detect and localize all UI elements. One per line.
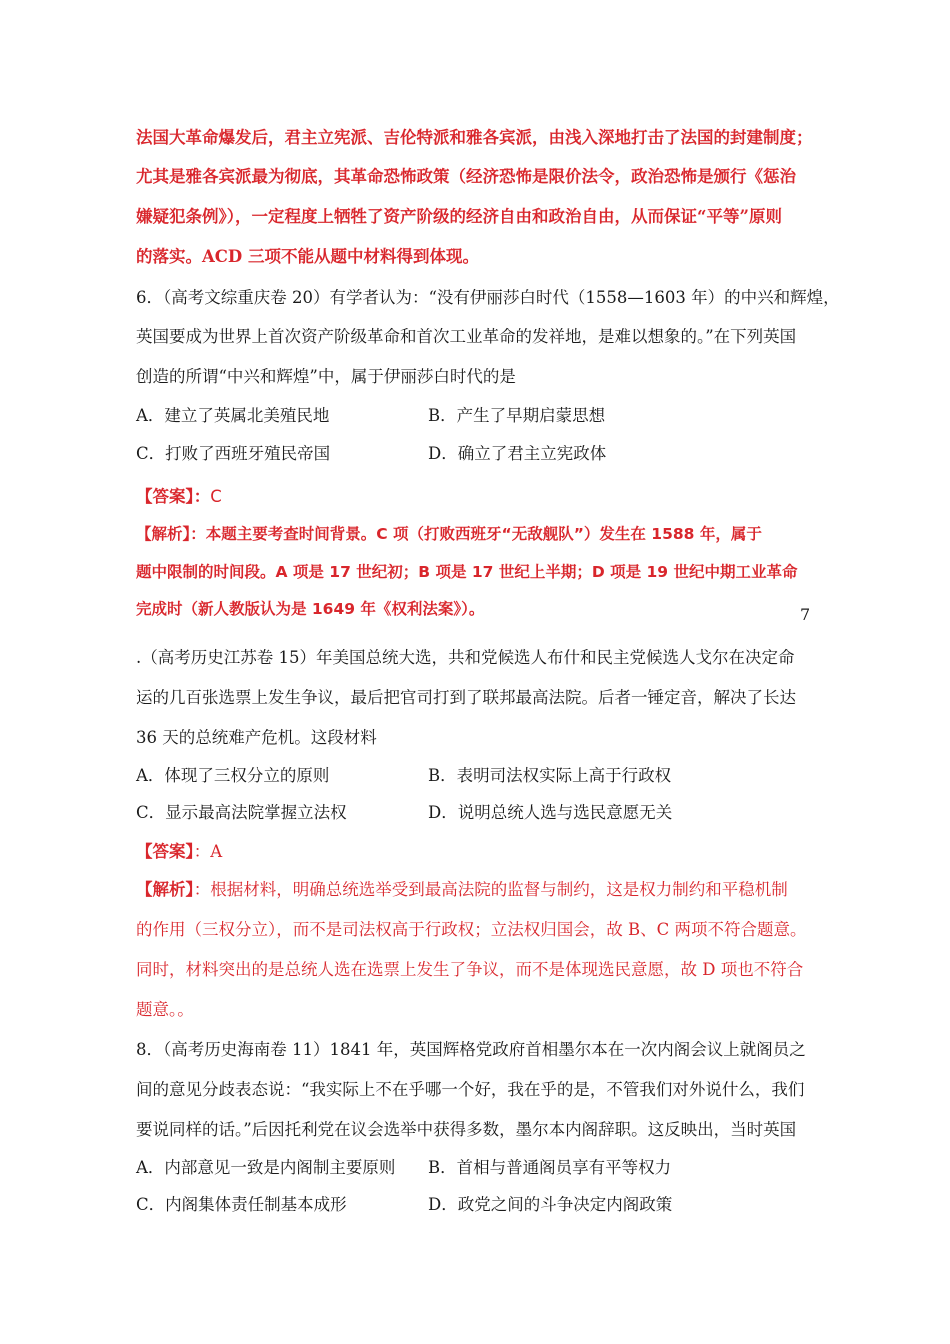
- q6-analysis-text-1: 本题主要考查时间背景。C 项（打败西班牙“无敌舰队”）发生在 1588 年，属于: [205, 525, 762, 543]
- q7-option-a: A．体现了三权分立的原则: [136, 766, 330, 785]
- q8-option-d: D．政党之间的斗争决定内阁政策: [428, 1195, 673, 1214]
- q7-analysis-line-1: [136, 878, 826, 902]
- q6-answer: [136, 485, 826, 509]
- q7-analysis-text-1: ：根据材料，明确总统选举受到最高法院的监督与制约，这是权力制约和平稳机制: [193, 880, 788, 899]
- prev-analysis-line-4: 的落实。ACD 三项不能从题中材料得到体现。: [136, 247, 479, 266]
- q7-stem-line-3: 36 天的总统难产危机。这段材料: [136, 728, 377, 747]
- q8-stem-line-1: 8．（高考历史海南卷 11）1841 年，英国辉格党政府首相墨尔本在一次内阁会议上就阁员之: [136, 1040, 806, 1059]
- q6-stem-line-2: 英国要成为世界上首次资产阶级革命和首次工业革命的发祥地，是难以想象的。”在下列英国: [136, 327, 797, 346]
- q6-option-b: B．产生了早期启蒙思想: [428, 406, 606, 425]
- q6-analysis-line-2: 题中限制的时间段。A 项是 17 世纪初；B 项是 17 世纪上半期；D 项是 19 世纪中期工业革命: [136, 563, 798, 581]
- q7-option-b: B．表明司法权实际上高于行政权: [428, 766, 672, 785]
- prev-analysis-line-1: 法国大革命爆发后，君主立宪派、吉伦特派和雅各宾派，由浅入深地打击了法国的封建制度；: [136, 128, 813, 147]
- q8-option-a: A．内部意见一致是内阁制主要原则: [136, 1158, 396, 1177]
- q7-option-c: C．显示最高法院掌握立法权: [136, 803, 347, 822]
- q6-option-d: D．确立了君主立宪政体: [428, 444, 607, 463]
- q6-answer-label: 【答案】：: [136, 487, 211, 506]
- prev-analysis-line-2: 尤其是雅各宾派最为彻底，其革命恐怖政策（经济恐怖是限价法令，政治恐怖是颁行《惩治: [136, 167, 796, 186]
- q7-stem-line-2: 运的几百张选票上发生争议，最后把官司打到了联邦最高法院。后者一锤定音，解决了长达: [136, 688, 796, 707]
- q6-answer-value: C: [210, 487, 222, 506]
- q7-answer-value: ：A: [193, 842, 223, 861]
- q7-analysis-line-4: 题意。。: [136, 1000, 194, 1019]
- q6-stem-line-3: 创造的所谓“中兴和辉煌”中，属于伊丽莎白时代的是: [136, 367, 516, 386]
- q7-analysis-label: 【解析】: [136, 880, 194, 899]
- q8-stem-line-2: 间的意见分歧表态说：“我实际上不在乎哪一个好，我在乎的是，不管我们对外说什么，我们: [136, 1080, 805, 1099]
- q8-stem-line-3: 要说同样的话。”后因托利党在议会选举中获得多数，墨尔本内阁辞职。这反映出，当时英国: [136, 1120, 797, 1139]
- q7-answer: [136, 840, 826, 864]
- q7-answer-label: 【答案】: [136, 842, 194, 861]
- q6-analysis-line-1: [136, 522, 826, 546]
- q7-stem-line-1: .（高考历史江苏卷 15）年美国总统大选，共和党候选人布什和民主党候选人戈尔在决定命: [136, 648, 795, 667]
- q7-analysis-line-3: 同时，材料突出的是总统人选在选票上发生了争议，而不是体现选民意愿，故 D 项也不符合: [136, 960, 804, 979]
- page-number: 7: [800, 605, 811, 624]
- q7-option-d: D．说明总统人选与选民意愿无关: [428, 803, 673, 822]
- q6-stem-line-1: 6．（高考文综重庆卷 20）有学者认为：“没有伊丽莎白时代（1558—1603 年）的中兴和辉煌，: [136, 288, 840, 307]
- prev-analysis-line-3: 嫌疑犯条例》），一定程度上牺牲了资产阶级的经济自由和政治自由，从而保证“平等”原则: [136, 207, 782, 226]
- q8-option-c: C．内阁集体责任制基本成形: [136, 1195, 347, 1214]
- q6-option-a: A．建立了英属北美殖民地: [136, 406, 330, 425]
- q7-analysis-line-2: 的作用（三权分立），而不是司法权高于行政权；立法权归国会，故 B、C 两项不符合题意。: [136, 920, 807, 939]
- q8-option-b: B．首相与普通阁员享有平等权力: [428, 1158, 672, 1177]
- q6-analysis-line-3: 完成时（新人教版认为是 1649 年《权利法案》）。: [136, 600, 485, 618]
- q6-option-c: C．打败了西班牙殖民帝国: [136, 444, 331, 463]
- q6-analysis-label: 【解析】：: [136, 525, 206, 543]
